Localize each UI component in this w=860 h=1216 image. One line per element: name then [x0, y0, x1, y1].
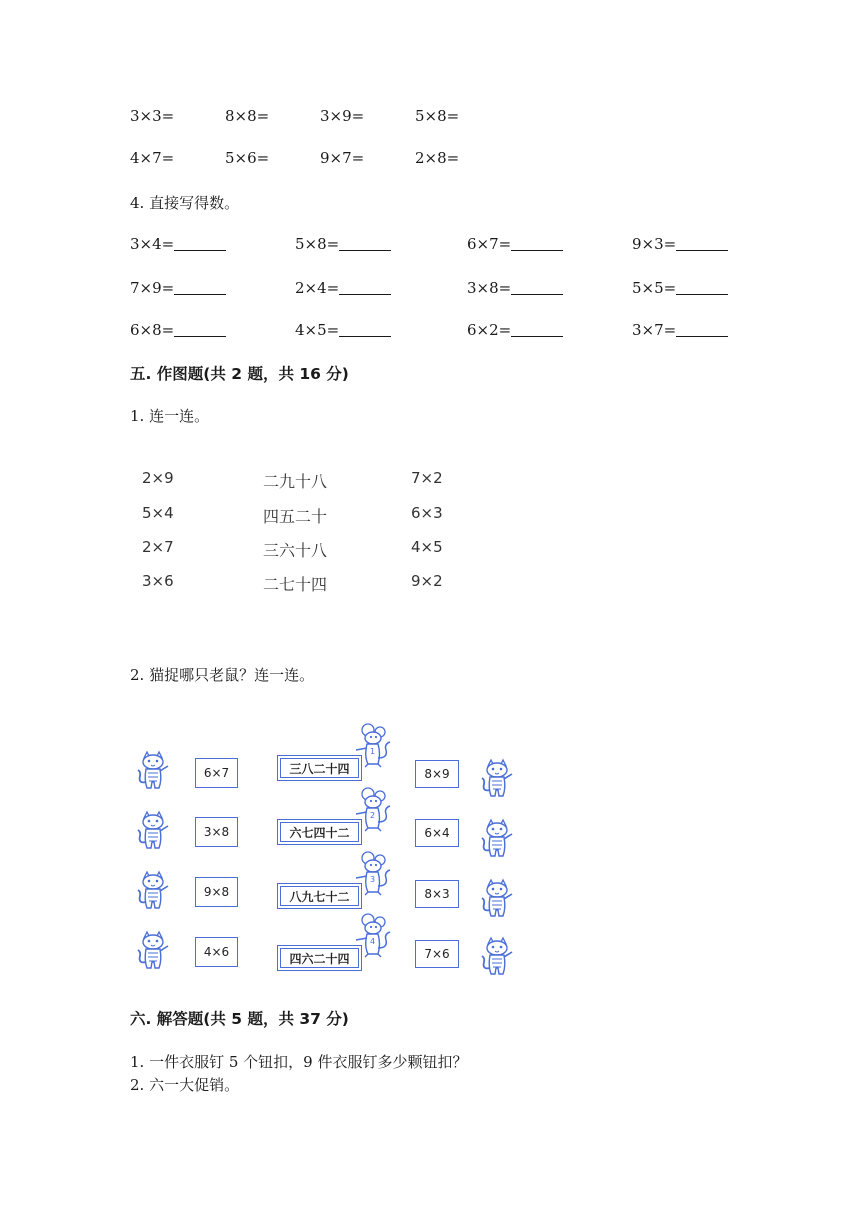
match-middle-item[interactable]: 三六十八	[263, 541, 328, 560]
right-expr-box[interactable]: 6×4	[415, 819, 459, 847]
answer-blank[interactable]	[174, 236, 226, 251]
match-left-item[interactable]: 5×4	[142, 504, 174, 522]
mouse-number: 4	[370, 937, 376, 946]
q4-item	[632, 321, 728, 339]
middle-rhyme-box[interactable]	[277, 755, 362, 781]
q4-item	[295, 279, 391, 297]
cat-icon	[482, 820, 518, 860]
answer-blank[interactable]	[676, 236, 728, 251]
match-right-item[interactable]: 6×3	[411, 504, 443, 522]
answer-blank[interactable]	[174, 322, 226, 337]
q4-expr: 3×7=	[632, 321, 677, 339]
rhyme-text: 六七四十二	[280, 822, 359, 842]
left-expr-box[interactable]: 4×6	[195, 937, 238, 967]
question-6-2: 2. 六一大促销。	[130, 1076, 240, 1094]
left-expr-box[interactable]: 6×7	[195, 758, 238, 788]
answer-blank[interactable]	[676, 322, 728, 337]
oral-item: 3×3=	[130, 107, 175, 125]
q4-item	[130, 279, 226, 297]
q4-item	[295, 235, 391, 253]
cat-icon	[138, 932, 174, 972]
match-left-item[interactable]: 3×6	[142, 572, 174, 590]
q4-expr: 6×8=	[130, 321, 175, 339]
q4-expr: 6×7=	[467, 235, 512, 253]
q4-item	[130, 321, 226, 339]
mouse-number: 2	[370, 811, 376, 820]
oral-item: 9×7=	[320, 149, 365, 167]
match-middle-item[interactable]: 二七十四	[263, 575, 328, 594]
answer-blank[interactable]	[676, 280, 728, 295]
cat-icon	[482, 880, 518, 920]
middle-rhyme-box[interactable]	[277, 819, 362, 845]
q4-expr: 5×8=	[295, 235, 340, 253]
cat-icon	[482, 938, 518, 978]
right-expr-box[interactable]: 8×3	[415, 880, 459, 908]
section-6-heading: 六. 解答题(共 5 题，共 37 分)	[130, 1010, 349, 1028]
answer-blank[interactable]	[339, 322, 391, 337]
oral-item: 2×8=	[415, 149, 460, 167]
oral-item: 4×7=	[130, 149, 175, 167]
q4-expr: 7×9=	[130, 279, 175, 297]
oral-item: 3×9=	[320, 107, 365, 125]
q4-expr: 4×5=	[295, 321, 340, 339]
right-expr-box[interactable]: 7×6	[415, 940, 459, 968]
match-middle-item[interactable]: 二九十八	[263, 472, 328, 491]
mouse-number: 1	[370, 747, 376, 756]
match-right-item[interactable]: 4×5	[411, 538, 443, 556]
q4-expr: 9×3=	[632, 235, 677, 253]
q4-expr: 5×5=	[632, 279, 677, 297]
oral-item: 5×8=	[415, 107, 460, 125]
q4-item	[632, 235, 728, 253]
match-middle-item[interactable]: 四五二十	[263, 507, 328, 526]
q4-item	[467, 279, 563, 297]
match-left-item[interactable]: 2×9	[142, 469, 174, 487]
rhyme-text: 八九七十二	[280, 886, 359, 906]
middle-rhyme-box[interactable]	[277, 945, 362, 971]
match-right-item[interactable]: 9×2	[411, 572, 443, 590]
q4-expr: 6×2=	[467, 321, 512, 339]
question-5-2-title: 2. 猫捉哪只老鼠？连一连。	[130, 666, 315, 684]
mouse-number: 3	[370, 875, 376, 884]
cat-icon	[482, 760, 518, 800]
middle-rhyme-box[interactable]	[277, 883, 362, 909]
oral-item: 5×6=	[225, 149, 270, 167]
oral-item: 8×8=	[225, 107, 270, 125]
question-5-1-title: 1. 连一连。	[130, 407, 210, 425]
rhyme-text: 四六二十四	[280, 948, 359, 968]
question-4-title: 4. 直接写得数。	[130, 194, 240, 212]
answer-blank[interactable]	[511, 322, 563, 337]
question-6-1: 1. 一件衣服钉 5 个钮扣，9 件衣服钉多少颗钮扣？	[130, 1053, 468, 1071]
match-left-item[interactable]: 2×7	[142, 538, 174, 556]
q4-item	[467, 321, 563, 339]
q4-expr: 3×8=	[467, 279, 512, 297]
q4-expr: 3×4=	[130, 235, 175, 253]
left-expr-box[interactable]: 3×8	[195, 817, 238, 847]
answer-blank[interactable]	[511, 280, 563, 295]
answer-blank[interactable]	[339, 236, 391, 251]
match-right-item[interactable]: 7×2	[411, 469, 443, 487]
q4-item	[467, 235, 563, 253]
q4-item	[632, 279, 728, 297]
q4-expr: 2×4=	[295, 279, 340, 297]
right-expr-box[interactable]: 8×9	[415, 760, 459, 788]
left-expr-box[interactable]: 9×8	[195, 877, 238, 907]
section-5-heading: 五. 作图题(共 2 题，共 16 分)	[130, 365, 349, 383]
cat-icon	[138, 812, 174, 852]
rhyme-text: 三八二十四	[280, 758, 359, 778]
cat-icon	[138, 872, 174, 912]
answer-blank[interactable]	[511, 236, 563, 251]
q4-item	[130, 235, 226, 253]
cat-icon	[138, 752, 174, 792]
answer-blank[interactable]	[174, 280, 226, 295]
answer-blank[interactable]	[339, 280, 391, 295]
q4-item	[295, 321, 391, 339]
